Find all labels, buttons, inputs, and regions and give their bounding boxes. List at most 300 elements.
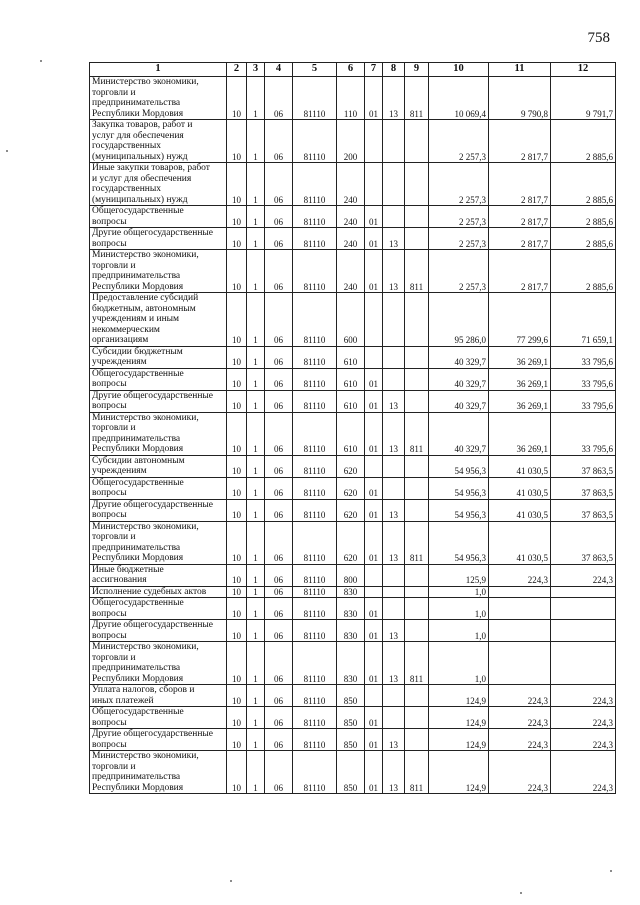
table-row [90,751,616,794]
row-name-line: Общегосударственные [92,206,184,216]
col-5-cell: 81110 [293,685,337,707]
col-5-cell: 81110 [293,120,337,163]
col-10-cell: 10 069,4 [429,77,489,120]
col-2-cell: 10 [227,751,247,794]
col-8-cell [383,368,405,390]
col-7-cell: 01 [365,620,383,642]
col-7-cell [365,293,383,347]
row-name-line: торговли и [92,532,136,542]
col-3-cell: 1 [247,346,265,368]
scan-speck [520,892,522,894]
col-2-cell: 10 [227,250,247,293]
col-5-cell: 81110 [293,477,337,499]
table-row [90,163,616,206]
col-5-cell: 81110 [293,455,337,477]
col-5-cell: 81110 [293,368,337,390]
col-3-cell: 1 [247,707,265,729]
col-9-cell [405,390,429,412]
col-header: 8 [383,63,405,77]
col-7-cell: 01 [365,499,383,521]
row-name-line: Субсидии автономным [92,455,185,466]
row-name [90,729,227,751]
col-2-cell: 10 [227,346,247,368]
col-11-cell [489,598,551,620]
col-6-cell: 850 [337,707,365,729]
col-12-cell: 33 795,6 [551,368,616,390]
col-12-cell: 37 863,5 [551,521,616,564]
row-name [90,163,227,206]
page-number: 758 [587,30,610,46]
col-11-cell: 41 030,5 [489,455,551,477]
col-7-cell [365,564,383,586]
col-9-cell: 811 [405,77,429,120]
col-5-cell: 81110 [293,586,337,598]
row-name-line: предпринимательства [92,663,181,673]
table-row [90,564,616,586]
row-name-line: предпринимательства [92,772,181,782]
col-7-cell [365,163,383,206]
col-8-cell: 13 [383,521,405,564]
col-8-cell: 13 [383,412,405,455]
col-5-cell: 81110 [293,729,337,751]
table-row [90,390,616,412]
row-name [90,77,227,120]
col-11-cell: 224,3 [489,729,551,751]
col-9-cell: 811 [405,521,429,564]
table-row [90,477,616,499]
row-name-line: государственных [92,141,162,151]
col-5-cell: 81110 [293,620,337,642]
col-11-cell: 2 817,7 [489,163,551,206]
col-10-cell: 2 257,3 [429,163,489,206]
row-name-line: Исполнение судебных актов [92,586,207,597]
col-6-cell: 830 [337,642,365,685]
col-4-cell: 06 [265,368,293,390]
col-3-cell: 1 [247,477,265,499]
row-name-line: Министерство экономики, [92,751,199,761]
col-7-cell: 01 [365,368,383,390]
col-4-cell: 06 [265,455,293,477]
col-5-cell: 81110 [293,564,337,586]
col-8-cell: 13 [383,642,405,685]
col-10-cell: 1,0 [429,620,489,642]
row-name-line: государственных [92,184,162,194]
col-9-cell [405,564,429,586]
col-6-cell: 620 [337,499,365,521]
col-12-cell: 33 795,6 [551,346,616,368]
col-header: 11 [489,63,551,77]
row-name-line: Иные закупки товаров, работ [92,163,210,173]
col-4-cell: 06 [265,751,293,794]
col-10-cell: 2 257,3 [429,120,489,163]
table-row [90,120,616,163]
row-name [90,620,227,642]
row-name-line: Общегосударственные [92,368,184,379]
col-header: 9 [405,63,429,77]
col-6-cell: 850 [337,685,365,707]
scan-speck [6,150,8,152]
col-7-cell [365,685,383,707]
col-header: 6 [337,63,365,77]
col-3-cell: 1 [247,642,265,685]
col-10-cell: 2 257,3 [429,206,489,228]
col-7-cell: 01 [365,206,383,228]
col-10-cell: 54 956,3 [429,455,489,477]
col-3-cell: 1 [247,751,265,794]
col-9-cell [405,729,429,751]
col-2-cell: 10 [227,564,247,586]
col-10-cell: 1,0 [429,642,489,685]
col-7-cell: 01 [365,77,383,120]
col-3-cell: 1 [247,228,265,250]
col-8-cell: 13 [383,390,405,412]
col-12-cell: 224,3 [551,707,616,729]
col-9-cell: 811 [405,250,429,293]
col-5-cell: 81110 [293,206,337,228]
row-name-line: предпринимательства [92,271,181,281]
row-name-line: Общегосударственные [92,707,184,717]
col-8-cell [383,163,405,206]
col-8-cell: 13 [383,620,405,642]
row-name-line: вопросы [92,717,127,728]
row-name-line: Республики Мордовия [92,281,184,292]
col-8-cell: 13 [383,751,405,794]
col-6-cell: 200 [337,120,365,163]
col-12-cell: 224,3 [551,685,616,707]
col-4-cell: 06 [265,228,293,250]
col-6-cell: 850 [337,751,365,794]
col-10-cell: 1,0 [429,598,489,620]
table-row [90,707,616,729]
col-7-cell [365,455,383,477]
table-row [90,586,616,598]
col-11-cell: 9 790,8 [489,77,551,120]
col-3-cell: 1 [247,77,265,120]
col-10-cell: 2 257,3 [429,250,489,293]
scan-speck [230,880,232,882]
col-3-cell: 1 [247,368,265,390]
col-10-cell: 124,9 [429,751,489,794]
col-6-cell: 240 [337,250,365,293]
col-8-cell [383,455,405,477]
col-11-cell: 41 030,5 [489,477,551,499]
col-2-cell: 10 [227,586,247,598]
col-4-cell: 06 [265,564,293,586]
col-3-cell: 1 [247,729,265,751]
row-name-line: Уплата налогов, сборов и [92,685,195,695]
col-7-cell: 01 [365,412,383,455]
col-6-cell: 240 [337,163,365,206]
col-6-cell: 240 [337,228,365,250]
row-name-line: учреждениям [92,466,147,476]
col-12-cell: 37 863,5 [551,477,616,499]
col-3-cell: 1 [247,564,265,586]
row-name-line: Республики Мордовия [92,108,184,119]
col-3-cell: 1 [247,586,265,598]
col-6-cell: 620 [337,455,365,477]
row-name-line: Министерство экономики, [92,521,199,532]
col-4-cell: 06 [265,598,293,620]
col-11-cell: 77 299,6 [489,293,551,347]
table-row [90,228,616,250]
row-name-line: ассигнования [92,575,147,585]
row-name-line: Республики Мордовия [92,553,184,563]
row-name-line: и услуг для обеспечения [92,173,192,184]
col-6-cell: 610 [337,346,365,368]
col-header: 12 [551,63,616,77]
col-10-cell: 54 956,3 [429,521,489,564]
col-4-cell: 06 [265,499,293,521]
col-4-cell: 06 [265,685,293,707]
col-8-cell [383,707,405,729]
col-2-cell: 10 [227,455,247,477]
row-name [90,685,227,707]
col-10-cell: 40 329,7 [429,390,489,412]
col-10-cell: 124,9 [429,685,489,707]
col-2-cell: 10 [227,642,247,685]
col-6-cell: 830 [337,586,365,598]
col-9-cell: 811 [405,642,429,685]
row-name [90,346,227,368]
table-row [90,729,616,751]
col-9-cell: 811 [405,751,429,794]
col-7-cell: 01 [365,250,383,293]
col-4-cell: 06 [265,707,293,729]
col-10-cell: 125,9 [429,564,489,586]
row-name-line: вопросы [92,739,127,750]
col-3-cell: 1 [247,250,265,293]
col-8-cell [383,598,405,620]
row-name-line: учреждениям [92,357,147,367]
row-name [90,642,227,685]
col-2-cell: 10 [227,620,247,642]
col-5-cell: 81110 [293,390,337,412]
row-name-line: вопросы [92,488,127,498]
col-4-cell: 06 [265,586,293,598]
table-header-row [90,63,616,77]
col-2-cell: 10 [227,521,247,564]
col-10-cell: 40 329,7 [429,368,489,390]
row-name-line: иных платежей [92,695,154,706]
row-name-line: учреждениям и иным [92,314,180,324]
table-row [90,598,616,620]
col-3-cell: 1 [247,620,265,642]
col-2-cell: 10 [227,163,247,206]
col-6-cell: 800 [337,564,365,586]
row-name-line: (муниципальных) нужд [92,194,188,205]
col-8-cell: 13 [383,77,405,120]
col-9-cell [405,620,429,642]
col-9-cell [405,228,429,250]
col-5-cell: 81110 [293,707,337,729]
col-2-cell: 10 [227,477,247,499]
col-9-cell [405,586,429,598]
col-7-cell: 01 [365,707,383,729]
row-name-line: Иные бюджетные [92,564,164,575]
col-9-cell [405,455,429,477]
col-header: 1 [90,63,227,77]
row-name-line: Закупка товаров, работ и [92,120,193,130]
col-12-cell: 224,3 [551,751,616,794]
col-11-cell: 36 269,1 [489,346,551,368]
col-9-cell [405,346,429,368]
row-name-line: Другие общегосударственные [92,228,214,238]
col-9-cell [405,707,429,729]
col-12-cell: 37 863,5 [551,499,616,521]
row-name [90,120,227,163]
col-11-cell: 36 269,1 [489,368,551,390]
row-name-line: вопросы [92,379,127,389]
col-8-cell: 13 [383,729,405,751]
col-11-cell: 36 269,1 [489,390,551,412]
col-8-cell [383,346,405,368]
col-12-cell: 2 885,6 [551,250,616,293]
row-name-line: Другие общегосударственные [92,729,214,739]
row-name-line: некоммерческим [92,324,160,335]
table-row [90,293,616,347]
col-12-cell: 2 885,6 [551,206,616,228]
col-4-cell: 06 [265,77,293,120]
col-3-cell: 1 [247,685,265,707]
col-11-cell: 2 817,7 [489,120,551,163]
col-12-cell [551,642,616,685]
col-2-cell: 10 [227,499,247,521]
col-4-cell: 06 [265,642,293,685]
col-11-cell: 41 030,5 [489,521,551,564]
col-12-cell [551,598,616,620]
col-8-cell: 13 [383,228,405,250]
col-7-cell: 01 [365,642,383,685]
row-name-line: Субсидии бюджетным [92,346,183,357]
col-4-cell: 06 [265,620,293,642]
col-3-cell: 1 [247,206,265,228]
table-row [90,685,616,707]
col-4-cell: 06 [265,206,293,228]
table-row [90,642,616,685]
row-name [90,390,227,412]
col-11-cell: 2 817,7 [489,206,551,228]
col-12-cell: 33 795,6 [551,412,616,455]
col-7-cell: 01 [365,751,383,794]
row-name-line: предпринимательства [92,98,181,108]
scan-speck [610,870,612,872]
col-12-cell: 33 795,6 [551,390,616,412]
col-11-cell: 224,3 [489,751,551,794]
col-7-cell [365,586,383,598]
col-6-cell: 830 [337,598,365,620]
col-12-cell: 9 791,7 [551,77,616,120]
row-name [90,598,227,620]
col-8-cell [383,685,405,707]
row-name [90,751,227,794]
col-header: 4 [265,63,293,77]
table-row [90,455,616,477]
table-row [90,206,616,228]
col-4-cell: 06 [265,346,293,368]
col-9-cell [405,163,429,206]
col-2-cell: 10 [227,120,247,163]
col-12-cell: 224,3 [551,729,616,751]
col-6-cell: 620 [337,521,365,564]
col-6-cell: 620 [337,477,365,499]
col-2-cell: 10 [227,598,247,620]
col-2-cell: 10 [227,293,247,347]
col-9-cell [405,368,429,390]
col-12-cell: 2 885,6 [551,120,616,163]
col-11-cell [489,620,551,642]
row-name-line: вопросы [92,630,127,641]
col-11-cell: 2 817,7 [489,250,551,293]
col-7-cell [365,346,383,368]
row-name [90,707,227,729]
col-4-cell: 06 [265,412,293,455]
row-name-line: вопросы [92,510,127,520]
col-3-cell: 1 [247,293,265,347]
col-3-cell: 1 [247,390,265,412]
col-12-cell: 71 659,1 [551,293,616,347]
col-11-cell: 224,3 [489,564,551,586]
col-12-cell: 2 885,6 [551,163,616,206]
row-name-line: Предоставление субсидий [92,293,199,303]
row-name [90,564,227,586]
col-5-cell: 81110 [293,77,337,120]
col-6-cell: 240 [337,206,365,228]
table-row [90,412,616,455]
row-name-line: Министерство экономики, [92,642,199,652]
row-name [90,293,227,347]
col-2-cell: 10 [227,368,247,390]
col-12-cell: 224,3 [551,564,616,586]
col-6-cell: 610 [337,368,365,390]
row-name-line: торговли и [92,423,136,433]
col-7-cell: 01 [365,477,383,499]
col-2-cell: 10 [227,228,247,250]
col-9-cell [405,120,429,163]
col-5-cell: 81110 [293,228,337,250]
col-6-cell: 600 [337,293,365,347]
col-9-cell [405,685,429,707]
col-header: 3 [247,63,265,77]
col-12-cell [551,586,616,598]
col-5-cell: 81110 [293,598,337,620]
table-row [90,346,616,368]
col-5-cell: 81110 [293,163,337,206]
col-2-cell: 10 [227,412,247,455]
col-10-cell: 95 286,0 [429,293,489,347]
row-name [90,412,227,455]
row-name-line: Министерство экономики, [92,250,199,260]
col-11-cell: 41 030,5 [489,499,551,521]
col-2-cell: 10 [227,77,247,120]
col-11-cell [489,642,551,685]
row-name [90,586,227,598]
col-3-cell: 1 [247,120,265,163]
table-row [90,368,616,390]
col-3-cell: 1 [247,412,265,455]
col-4-cell: 06 [265,390,293,412]
col-header: 7 [365,63,383,77]
row-name-line: торговли и [92,87,136,98]
col-6-cell: 110 [337,77,365,120]
col-3-cell: 1 [247,163,265,206]
col-6-cell: 830 [337,620,365,642]
col-9-cell [405,206,429,228]
col-5-cell: 81110 [293,293,337,347]
table-row [90,521,616,564]
row-name-line: вопросы [92,216,127,227]
col-5-cell: 81110 [293,642,337,685]
row-name [90,368,227,390]
